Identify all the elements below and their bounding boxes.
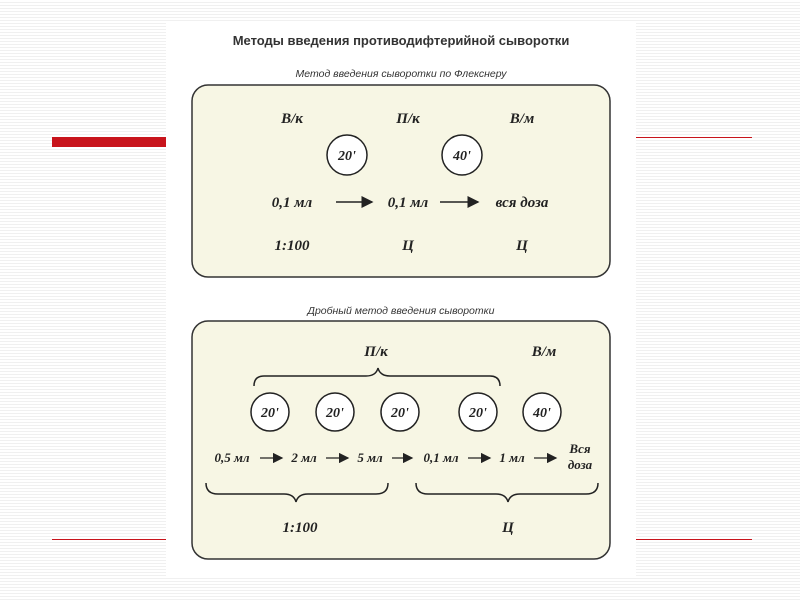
interval-label: 20' — [326, 406, 344, 421]
dose-label: 0,1 мл — [423, 450, 459, 465]
dose-label: вся доза — [495, 195, 549, 211]
dose-label: 0,5 мл — [214, 450, 250, 465]
decorative-red-bar — [52, 137, 170, 147]
section2-subtitle: Дробный метод введения сыворотки — [307, 305, 495, 317]
dose-label: 0,1 мл — [271, 195, 313, 211]
interval-label: 40' — [453, 149, 471, 164]
route-subcutaneous-label: П/к — [364, 344, 388, 360]
final-dose-label: доза — [567, 457, 593, 472]
decorative-red-line — [634, 137, 752, 138]
interval-label: 20' — [391, 406, 409, 421]
interval-label: 20' — [469, 406, 487, 421]
interval-label: 40' — [533, 406, 551, 421]
route-intramuscular-label: В/м — [531, 344, 557, 360]
interval-label: 20' — [261, 406, 279, 421]
diagram-title: Методы введения противодифтерийной сыворотки — [232, 33, 570, 48]
dilution-label: Ц — [502, 520, 514, 536]
final-dose-label: Вся — [569, 441, 591, 456]
dose-label: 1 мл — [499, 450, 525, 465]
serum-methods-diagram — [166, 22, 636, 578]
section1-subtitle: Метод введения сыворотки по Флекснеру — [295, 68, 507, 80]
dilution-label: Ц — [402, 238, 414, 254]
dilution-label: 1:100 — [274, 238, 310, 254]
dose-label: 5 мл — [357, 450, 383, 465]
diagram-panel — [166, 22, 636, 578]
route-intramuscular-label: В/м — [509, 111, 535, 127]
route-subcutaneous-label: П/к — [396, 111, 420, 127]
interval-label: 20' — [338, 149, 356, 164]
decorative-red-line — [52, 539, 170, 540]
dose-label: 2 мл — [291, 450, 317, 465]
dilution-label: 1:100 — [282, 520, 318, 536]
decorative-red-line — [634, 539, 752, 540]
dose-label: 0,1 мл — [387, 195, 429, 211]
dilution-label: Ц — [516, 238, 528, 254]
route-intradermal-label: В/к — [281, 111, 303, 127]
